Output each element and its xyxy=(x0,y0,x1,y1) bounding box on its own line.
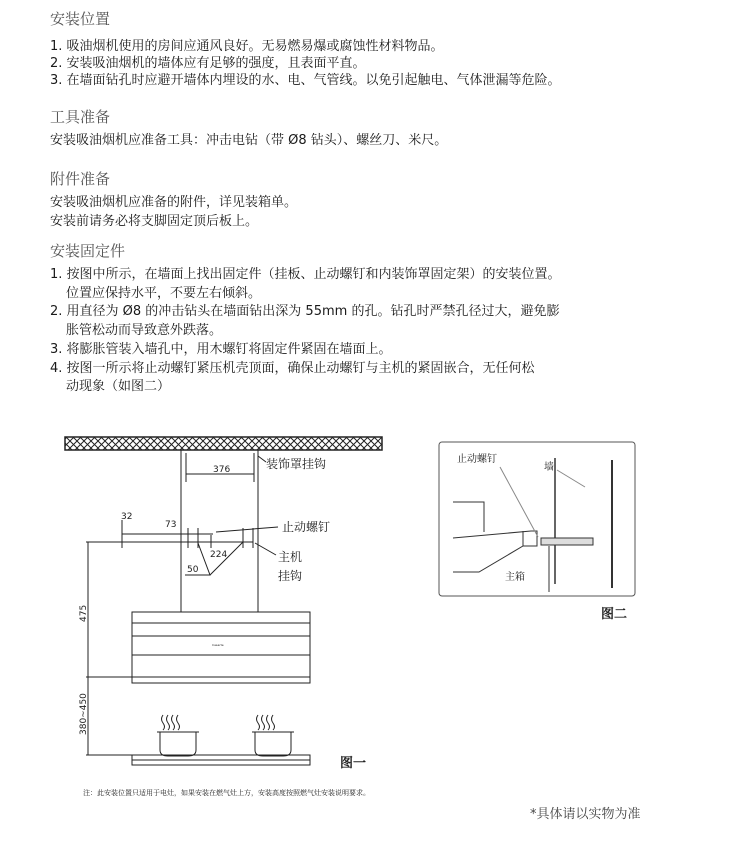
section-title-fixing: 安装固定件 xyxy=(50,242,126,260)
footer-disclaimer: *具体请以实物为准 xyxy=(530,807,641,822)
list-item: 2. 安装吸油烟机的墙体应有足够的强度，且表面平直。 xyxy=(50,56,366,71)
section-title-tools: 工具准备 xyxy=(50,108,111,126)
list-item: 3. 将膨胀管装入墙孔中，用木螺钉将固定件紧固在墙面上。 xyxy=(50,342,392,357)
installation-note: 注：此安装位置只适用于电灶，如果安装在燃气灶上方，安装高度按照燃气灶安装说明要求。 xyxy=(83,789,370,797)
ceiling-hatch xyxy=(65,437,382,450)
figure-2-caption: 图二 xyxy=(601,607,628,622)
figure-2 xyxy=(439,442,635,596)
figure-1-caption: 图一 xyxy=(340,756,367,771)
label-stop-screw: 止动螺钉 xyxy=(282,520,331,534)
list-item-cont: 胀管松动而导致意外跌落。 xyxy=(66,323,223,338)
dim-376: 376 xyxy=(213,465,231,475)
dim-73: 73 xyxy=(165,520,177,530)
section-title-accessories: 附件准备 xyxy=(50,170,111,188)
fig2-label-stop-screw: 止动螺钉 xyxy=(457,454,497,465)
list-item-cont: 动现象（如图二） xyxy=(66,379,171,394)
list-item-cont: 位置应保持水平，不要左右倾斜。 xyxy=(66,286,262,301)
dim-224: 224 xyxy=(210,550,228,560)
pot-icon xyxy=(157,732,199,756)
list-item: 3. 在墙面钻孔时应避开墙体内埋设的水、电、气管线。以免引起触电、气体泄漏等危险。 xyxy=(50,73,561,88)
label-main-hook: 挂钩 xyxy=(278,569,303,583)
dim-50: 50 xyxy=(187,565,199,575)
brand-logo: Casarte xyxy=(212,643,224,647)
list-item: 1. 按图中所示，在墙面上找出固定件（挂板、止动螺钉和内装饰罩固定架）的安装位置。 xyxy=(50,267,561,282)
list-item: 1. 吸油烟机使用的房间应通风良好。无易燃易爆或腐蚀性材料物品。 xyxy=(50,39,444,54)
pot-icon xyxy=(252,732,294,756)
list-item: 2. 用直径为 Ø8 的冲击钻头在墙面钻出深为 55mm 的孔。钻孔时严禁孔径过大，避免膨 xyxy=(50,304,560,319)
fig2-label-wall: 墙 xyxy=(544,462,554,473)
dim-475: 475 xyxy=(79,604,89,622)
figure-1 xyxy=(65,437,382,765)
tools-text: 安装吸油烟机应准备工具：冲击电钻（带 Ø8 钻头）、螺丝刀、米尺。 xyxy=(50,133,448,148)
steam-icon xyxy=(162,715,275,730)
label-main-hook: 主机 xyxy=(278,550,303,564)
accessories-line: 安装吸油烟机应准备的附件，详见装箱单。 xyxy=(50,195,298,210)
fig2-label-main-box: 主箱 xyxy=(505,572,525,583)
list-item: 4. 按图一所示将止动螺钉紧压机壳顶面，确保止动螺钉与主机的紧固嵌合，无任何松 xyxy=(50,361,535,376)
label-cover-hook: 装饰罩挂钩 xyxy=(266,457,327,471)
dim-380-450: 380~450 xyxy=(79,693,89,735)
accessories-line: 安装前请务必将支脚固定顶后板上。 xyxy=(50,214,259,229)
dim-32: 32 xyxy=(121,512,133,522)
section-title-location: 安装位置 xyxy=(50,10,111,28)
